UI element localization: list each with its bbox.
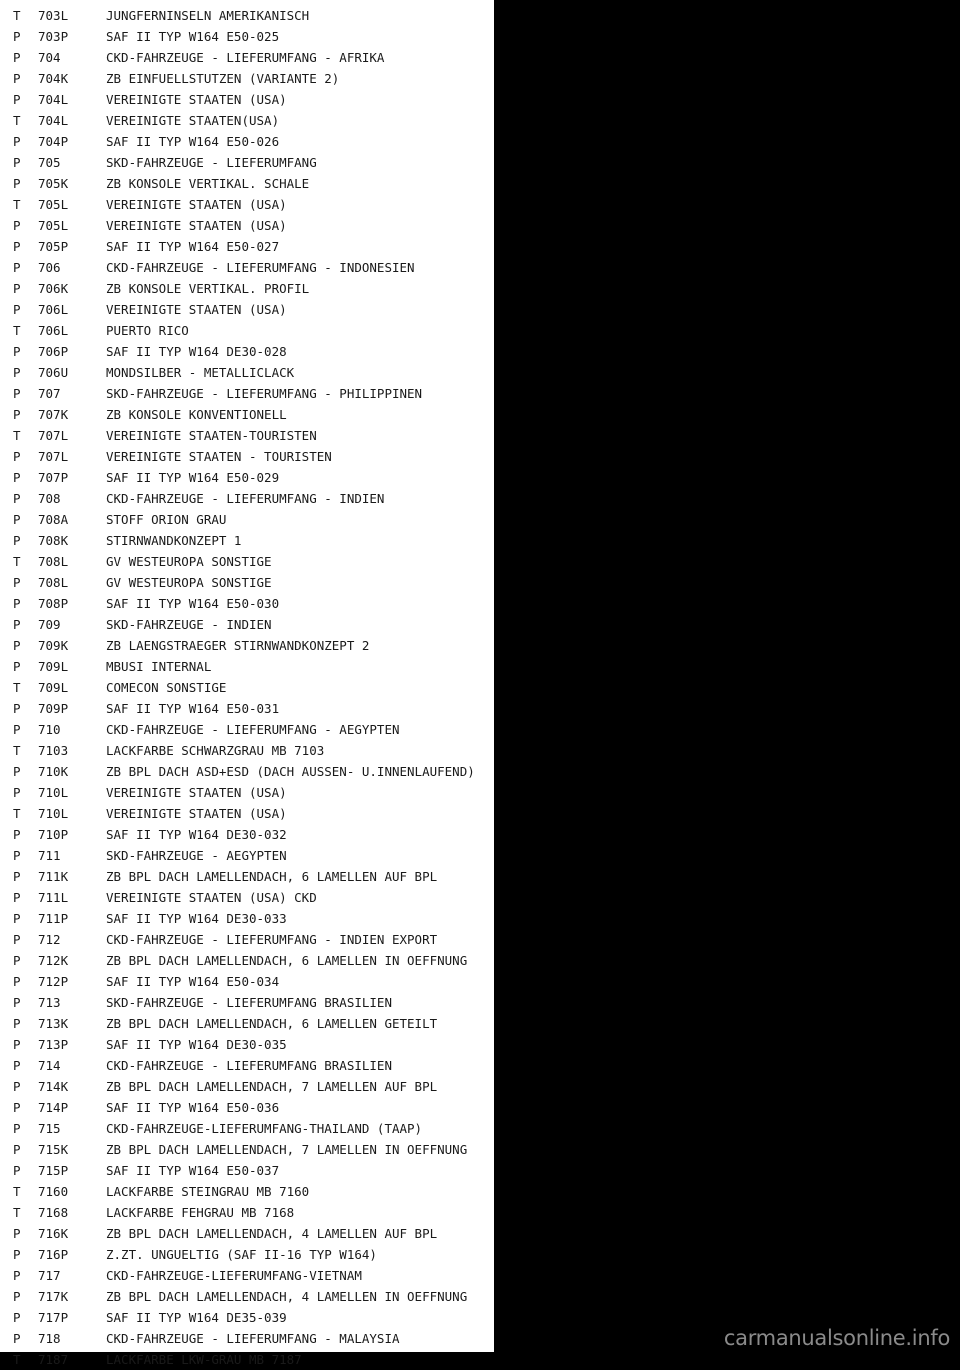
row-code-cell: 710K: [38, 764, 69, 779]
row-description-cell: VEREINIGTE STAATEN (USA): [106, 218, 287, 233]
row-type-cell: P: [13, 596, 21, 611]
row-type-cell: P: [13, 302, 21, 317]
row-type-cell: T: [13, 113, 21, 128]
code-row: [0, 383, 494, 404]
code-row: [0, 152, 494, 173]
row-description-cell: ZB BPL DACH LAMELLENDACH, 4 LAMELLEN AUF BPL: [106, 1226, 438, 1241]
row-type-cell: P: [13, 533, 21, 548]
row-code-cell: 713K: [38, 1016, 69, 1031]
code-row: [0, 110, 494, 131]
row-code-cell: 711K: [38, 869, 69, 884]
code-row: [0, 509, 494, 530]
row-code-cell: 710L: [38, 785, 69, 800]
row-code-cell: 709: [38, 617, 61, 632]
row-description-cell: SAF II TYP W164 E50-037: [106, 1163, 280, 1178]
row-code-cell: 709P: [38, 701, 69, 716]
row-description-cell: SKD-FAHRZEUGE - LIEFERUMFANG BRASILIEN: [106, 995, 392, 1010]
code-row: [0, 68, 494, 89]
row-type-cell: P: [13, 491, 21, 506]
code-row: [0, 257, 494, 278]
row-code-cell: 709L: [38, 659, 69, 674]
row-description-cell: ZB BPL DACH LAMELLENDACH, 4 LAMELLEN IN OEFFNUNG: [106, 1289, 468, 1304]
code-row: [0, 572, 494, 593]
row-code-cell: 718: [38, 1331, 61, 1346]
code-row: [0, 1202, 494, 1223]
row-type-cell: P: [13, 344, 21, 359]
row-code-cell: 717: [38, 1268, 61, 1283]
row-description-cell: LACKFARBE STEINGRAU MB 7160: [106, 1184, 310, 1199]
code-row: [0, 446, 494, 467]
row-type-cell: P: [13, 1226, 21, 1241]
row-description-cell: SAF II TYP W164 E50-029: [106, 470, 280, 485]
row-description-cell: VEREINIGTE STAATEN (USA): [106, 197, 287, 212]
code-row: [0, 887, 494, 908]
row-code-cell: 703L: [38, 8, 69, 23]
row-description-cell: SKD-FAHRZEUGE - AEGYPTEN: [106, 848, 287, 863]
row-description-cell: SAF II TYP W164 E50-025: [106, 29, 280, 44]
code-list: [0, 5, 494, 1370]
row-type-cell: T: [13, 680, 21, 695]
code-row: [0, 278, 494, 299]
code-row: [0, 425, 494, 446]
row-description-cell: SAF II TYP W164 E50-034: [106, 974, 280, 989]
row-description-cell: ZB BPL DACH LAMELLENDACH, 7 LAMELLEN AUF BPL: [106, 1079, 438, 1094]
row-code-cell: 706K: [38, 281, 69, 296]
row-type-cell: T: [13, 197, 21, 212]
code-row: [0, 971, 494, 992]
code-row: [0, 236, 494, 257]
row-type-cell: P: [13, 890, 21, 905]
row-description-cell: CKD-FAHRZEUGE - LIEFERUMFANG - MALAYSIA: [106, 1331, 400, 1346]
row-code-cell: 717K: [38, 1289, 69, 1304]
row-type-cell: P: [13, 1331, 21, 1346]
code-row: [0, 1013, 494, 1034]
row-description-cell: STIRNWANDKONZEPT 1: [106, 533, 242, 548]
row-description-cell: ZB BPL DACH LAMELLENDACH, 6 LAMELLEN AUF BPL: [106, 869, 438, 884]
row-type-cell: P: [13, 1079, 21, 1094]
row-type-cell: P: [13, 1016, 21, 1031]
code-row: [0, 131, 494, 152]
code-row: [0, 1307, 494, 1328]
row-code-cell: 712K: [38, 953, 69, 968]
row-description-cell: CKD-FAHRZEUGE - LIEFERUMFANG BRASILIEN: [106, 1058, 392, 1073]
row-code-cell: 704: [38, 50, 61, 65]
row-code-cell: 711: [38, 848, 61, 863]
row-type-cell: P: [13, 1100, 21, 1115]
row-type-cell: P: [13, 848, 21, 863]
code-row: [0, 530, 494, 551]
row-description-cell: PUERTO RICO: [106, 323, 189, 338]
row-type-cell: P: [13, 1058, 21, 1073]
row-description-cell: SAF II TYP W164 E50-036: [106, 1100, 280, 1115]
row-description-cell: ZB LAENGSTRAEGER STIRNWANDKONZEPT 2: [106, 638, 370, 653]
row-type-cell: P: [13, 638, 21, 653]
code-row: [0, 866, 494, 887]
row-type-cell: P: [13, 785, 21, 800]
row-code-cell: 709K: [38, 638, 69, 653]
code-row: [0, 1286, 494, 1307]
row-code-cell: 711P: [38, 911, 69, 926]
row-description-cell: ZB KONSOLE KONVENTIONELL: [106, 407, 287, 422]
code-row: [0, 320, 494, 341]
code-row: [0, 803, 494, 824]
row-type-cell: P: [13, 1163, 21, 1178]
code-row: [0, 194, 494, 215]
code-row: [0, 992, 494, 1013]
code-row: [0, 299, 494, 320]
code-row: [0, 908, 494, 929]
code-row: [0, 551, 494, 572]
row-description-cell: SAF II TYP W164 E50-030: [106, 596, 280, 611]
row-code-cell: 706L: [38, 302, 69, 317]
row-code-cell: 712P: [38, 974, 69, 989]
row-description-cell: SAF II TYP W164 DE35-039: [106, 1310, 287, 1325]
code-row: [0, 1118, 494, 1139]
row-description-cell: LACKFARBE LKW-GRAU MB 7187: [106, 1352, 302, 1367]
row-description-cell: SAF II TYP W164 DE30-033: [106, 911, 287, 926]
row-code-cell: 710P: [38, 827, 69, 842]
row-code-cell: 705K: [38, 176, 69, 191]
code-row: [0, 362, 494, 383]
row-type-cell: P: [13, 176, 21, 191]
code-row: [0, 824, 494, 845]
code-row: [0, 761, 494, 782]
row-type-cell: T: [13, 743, 21, 758]
code-row: [0, 593, 494, 614]
row-code-cell: 708L: [38, 575, 69, 590]
row-type-cell: T: [13, 1205, 21, 1220]
row-description-cell: ZB KONSOLE VERTIKAL. PROFIL: [106, 281, 310, 296]
row-description-cell: SKD-FAHRZEUGE - LIEFERUMFANG - PHILIPPINEN: [106, 386, 423, 401]
row-type-cell: T: [13, 1352, 21, 1367]
row-code-cell: 7187: [38, 1352, 69, 1367]
row-code-cell: 708K: [38, 533, 69, 548]
row-code-cell: 708P: [38, 596, 69, 611]
row-description-cell: SAF II TYP W164 E50-027: [106, 239, 280, 254]
row-type-cell: P: [13, 239, 21, 254]
row-description-cell: STOFF ORION GRAU: [106, 512, 227, 527]
row-description-cell: Z.ZT. UNGUELTIG (SAF II-16 TYP W164): [106, 1247, 377, 1262]
row-type-cell: P: [13, 827, 21, 842]
row-type-cell: P: [13, 386, 21, 401]
row-code-cell: 710: [38, 722, 61, 737]
row-description-cell: ZB BPL DACH LAMELLENDACH, 6 LAMELLEN IN OEFFNUNG: [106, 953, 468, 968]
row-description-cell: SKD-FAHRZEUGE - LIEFERUMFANG: [106, 155, 317, 170]
row-description-cell: VEREINIGTE STAATEN - TOURISTEN: [106, 449, 332, 464]
row-description-cell: VEREINIGTE STAATEN (USA): [106, 785, 287, 800]
row-description-cell: CKD-FAHRZEUGE - LIEFERUMFANG - INDONESIEN: [106, 260, 415, 275]
row-type-cell: P: [13, 1247, 21, 1262]
row-code-cell: 716P: [38, 1247, 69, 1262]
row-description-cell: LACKFARBE FEHGRAU MB 7168: [106, 1205, 295, 1220]
code-row: [0, 614, 494, 635]
row-type-cell: P: [13, 953, 21, 968]
row-type-cell: P: [13, 1037, 21, 1052]
code-row: [0, 656, 494, 677]
row-code-cell: 713P: [38, 1037, 69, 1052]
row-description-cell: SAF II TYP W164 E50-031: [106, 701, 280, 716]
row-type-cell: T: [13, 8, 21, 23]
row-description-cell: CKD-FAHRZEUGE - LIEFERUMFANG - INDIEN: [106, 491, 385, 506]
row-description-cell: GV WESTEUROPA SONSTIGE: [106, 575, 272, 590]
row-code-cell: 706P: [38, 344, 69, 359]
row-code-cell: 707K: [38, 407, 69, 422]
code-row: [0, 1265, 494, 1286]
row-code-cell: 706: [38, 260, 61, 275]
code-row: [0, 1328, 494, 1349]
row-code-cell: 704K: [38, 71, 69, 86]
row-type-cell: P: [13, 365, 21, 380]
code-row: [0, 635, 494, 656]
row-code-cell: 710L: [38, 806, 69, 821]
code-row: [0, 47, 494, 68]
row-type-cell: P: [13, 974, 21, 989]
row-type-cell: P: [13, 1310, 21, 1325]
row-code-cell: 705P: [38, 239, 69, 254]
row-description-cell: JUNGFERNINSELN AMERIKANISCH: [106, 8, 310, 23]
row-code-cell: 705: [38, 155, 61, 170]
row-description-cell: CKD-FAHRZEUGE-LIEFERUMFANG-THAILAND (TAAP): [106, 1121, 423, 1136]
row-type-cell: P: [13, 659, 21, 674]
code-row: [0, 1349, 494, 1370]
row-type-cell: T: [13, 554, 21, 569]
code-row: [0, 1076, 494, 1097]
row-description-cell: VEREINIGTE STAATEN (USA) CKD: [106, 890, 317, 905]
row-code-cell: 707L: [38, 449, 69, 464]
watermark-text: carmanualsonline.info: [723, 1326, 950, 1350]
row-type-cell: P: [13, 218, 21, 233]
row-type-cell: P: [13, 1289, 21, 1304]
code-row: [0, 1139, 494, 1160]
row-description-cell: VEREINIGTE STAATEN(USA): [106, 113, 280, 128]
row-description-cell: COMECON SONSTIGE: [106, 680, 227, 695]
row-code-cell: 708L: [38, 554, 69, 569]
row-type-cell: P: [13, 134, 21, 149]
row-code-cell: 714: [38, 1058, 61, 1073]
row-description-cell: VEREINIGTE STAATEN (USA): [106, 806, 287, 821]
row-description-cell: ZB KONSOLE VERTIKAL. SCHALE: [106, 176, 310, 191]
row-code-cell: 709L: [38, 680, 69, 695]
row-description-cell: LACKFARBE SCHWARZGRAU MB 7103: [106, 743, 325, 758]
row-type-cell: P: [13, 92, 21, 107]
code-row: [0, 1244, 494, 1265]
row-type-cell: P: [13, 722, 21, 737]
code-row: [0, 26, 494, 47]
row-type-cell: T: [13, 428, 21, 443]
row-code-cell: 708: [38, 491, 61, 506]
row-code-cell: 717P: [38, 1310, 69, 1325]
row-code-cell: 713: [38, 995, 61, 1010]
code-row: [0, 740, 494, 761]
row-type-cell: P: [13, 701, 21, 716]
row-code-cell: 708A: [38, 512, 69, 527]
row-description-cell: SAF II TYP W164 E50-026: [106, 134, 280, 149]
code-row: [0, 488, 494, 509]
row-code-cell: 705L: [38, 197, 69, 212]
row-type-cell: P: [13, 932, 21, 947]
row-code-cell: 712: [38, 932, 61, 947]
row-type-cell: P: [13, 71, 21, 86]
row-code-cell: 715K: [38, 1142, 69, 1157]
row-code-cell: 707: [38, 386, 61, 401]
row-description-cell: ZB EINFUELLSTUTZEN (VARIANTE 2): [106, 71, 340, 86]
row-type-cell: P: [13, 995, 21, 1010]
row-code-cell: 706L: [38, 323, 69, 338]
row-type-cell: P: [13, 764, 21, 779]
code-row: [0, 173, 494, 194]
row-code-cell: 704L: [38, 92, 69, 107]
row-type-cell: P: [13, 281, 21, 296]
row-description-cell: VEREINIGTE STAATEN (USA): [106, 92, 287, 107]
row-description-cell: GV WESTEUROPA SONSTIGE: [106, 554, 272, 569]
code-row: [0, 341, 494, 362]
row-description-cell: MONDSILBER - METALLICLACK: [106, 365, 295, 380]
row-description-cell: SAF II TYP W164 DE30-028: [106, 344, 287, 359]
row-type-cell: T: [13, 323, 21, 338]
code-row: [0, 404, 494, 425]
code-row: [0, 1097, 494, 1118]
row-code-cell: 707P: [38, 470, 69, 485]
row-description-cell: SAF II TYP W164 DE30-035: [106, 1037, 287, 1052]
row-code-cell: 711L: [38, 890, 69, 905]
row-type-cell: P: [13, 407, 21, 422]
row-code-cell: 7103: [38, 743, 69, 758]
code-row: [0, 950, 494, 971]
row-type-cell: P: [13, 869, 21, 884]
code-row: [0, 677, 494, 698]
row-code-cell: 705L: [38, 218, 69, 233]
code-row: [0, 89, 494, 110]
row-type-cell: P: [13, 1268, 21, 1283]
row-description-cell: ZB BPL DACH ASD+ESD (DACH AUSSEN- U.INNENLAUFEND): [106, 764, 475, 779]
row-description-cell: VEREINIGTE STAATEN (USA): [106, 302, 287, 317]
row-code-cell: 704L: [38, 113, 69, 128]
code-row: [0, 1034, 494, 1055]
row-code-cell: 714P: [38, 1100, 69, 1115]
row-type-cell: P: [13, 617, 21, 632]
code-row: [0, 1055, 494, 1076]
row-type-cell: P: [13, 29, 21, 44]
row-code-cell: 706U: [38, 365, 69, 380]
row-type-cell: P: [13, 260, 21, 275]
row-type-cell: P: [13, 155, 21, 170]
row-type-cell: P: [13, 449, 21, 464]
row-description-cell: CKD-FAHRZEUGE - LIEFERUMFANG - INDIEN EXPORT: [106, 932, 438, 947]
row-type-cell: T: [13, 806, 21, 821]
row-description-cell: CKD-FAHRZEUGE - LIEFERUMFANG - AEGYPTEN: [106, 722, 400, 737]
row-code-cell: 703P: [38, 29, 69, 44]
row-description-cell: MBUSI INTERNAL: [106, 659, 212, 674]
code-row: [0, 1223, 494, 1244]
row-type-cell: P: [13, 575, 21, 590]
code-row: [0, 1181, 494, 1202]
code-row: [0, 698, 494, 719]
row-type-cell: P: [13, 911, 21, 926]
row-description-cell: CKD-FAHRZEUGE - LIEFERUMFANG - AFRIKA: [106, 50, 385, 65]
row-type-cell: T: [13, 1184, 21, 1199]
code-row: [0, 1160, 494, 1181]
row-description-cell: SAF II TYP W164 DE30-032: [106, 827, 287, 842]
row-description-cell: VEREINIGTE STAATEN-TOURISTEN: [106, 428, 317, 443]
row-code-cell: 7168: [38, 1205, 69, 1220]
code-row: [0, 719, 494, 740]
code-row: [0, 782, 494, 803]
code-row: [0, 929, 494, 950]
row-code-cell: 707L: [38, 428, 69, 443]
row-code-cell: 716K: [38, 1226, 69, 1241]
row-code-cell: 7160: [38, 1184, 69, 1199]
row-code-cell: 715: [38, 1121, 61, 1136]
row-type-cell: P: [13, 1121, 21, 1136]
row-code-cell: 704P: [38, 134, 69, 149]
row-code-cell: 714K: [38, 1079, 69, 1094]
row-type-cell: P: [13, 512, 21, 527]
row-type-cell: P: [13, 1142, 21, 1157]
row-description-cell: ZB BPL DACH LAMELLENDACH, 6 LAMELLEN GETEILT: [106, 1016, 438, 1031]
row-description-cell: CKD-FAHRZEUGE-LIEFERUMFANG-VIETNAM: [106, 1268, 362, 1283]
row-description-cell: ZB BPL DACH LAMELLENDACH, 7 LAMELLEN IN OEFFNUNG: [106, 1142, 468, 1157]
row-code-cell: 715P: [38, 1163, 69, 1178]
code-row: [0, 215, 494, 236]
code-row: [0, 467, 494, 488]
row-type-cell: P: [13, 50, 21, 65]
row-type-cell: P: [13, 470, 21, 485]
code-row: [0, 845, 494, 866]
code-row: [0, 5, 494, 26]
row-description-cell: SKD-FAHRZEUGE - INDIEN: [106, 617, 272, 632]
